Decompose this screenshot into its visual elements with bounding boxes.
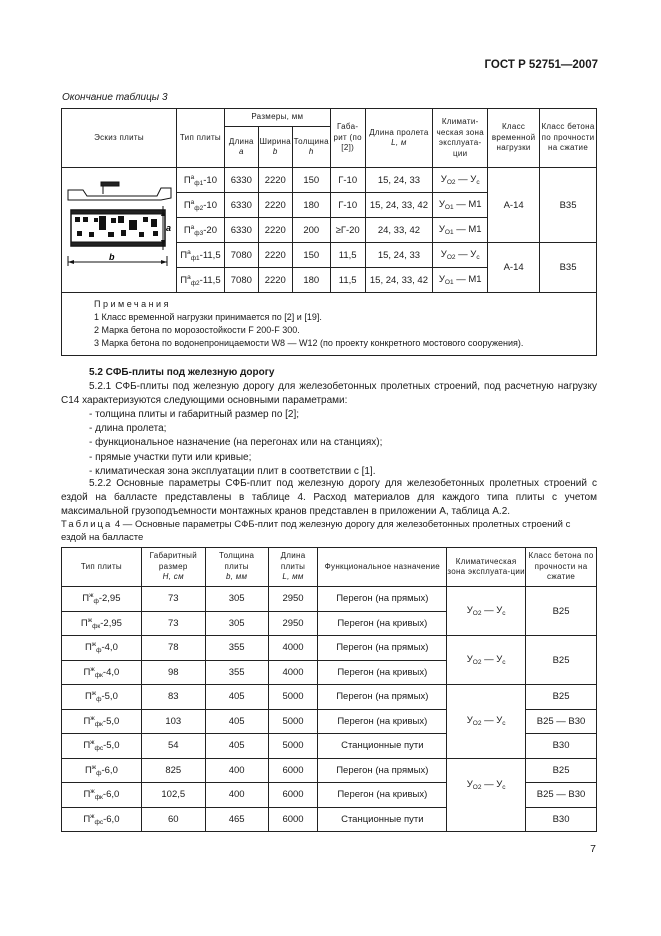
- th-concrete: Класс бетона по прочности на сжатие: [540, 109, 597, 168]
- t3-gabarit: 11,5: [330, 268, 365, 293]
- t3-climate: $У_{О2}$ — $У_с$: [433, 168, 488, 193]
- section-title: 5.2 СФБ-плиты под железную дорогу: [89, 367, 275, 378]
- t4-concrete: В25 — В30: [526, 783, 597, 808]
- table3: [61, 108, 597, 356]
- table3-caption: Окончание таблицы 3: [62, 92, 168, 103]
- t4-func: Станционные пути: [318, 807, 447, 832]
- t4-gab: 103: [141, 709, 205, 734]
- t4-type: $П^ж_{фк}-6,0$: [62, 783, 142, 808]
- t4-type: $П^ж_{фс}-6,0$: [62, 807, 142, 832]
- t3-length: 6330: [224, 168, 258, 193]
- t4-gab: 73: [141, 611, 205, 636]
- t3-length: 6330: [224, 193, 258, 218]
- t4-gab: 98: [141, 660, 205, 685]
- t4-len: 5000: [268, 685, 318, 710]
- t3-load: А-14: [488, 168, 540, 243]
- t3-type-cell: $П^а_{ф2}-10$: [176, 193, 224, 218]
- t4-concrete: В30: [526, 734, 597, 759]
- sketch-label-b: b: [108, 252, 115, 262]
- t3-span: 24, 33, 42: [365, 218, 433, 243]
- t3-length: 6330: [224, 218, 258, 243]
- t3-width: 2220: [258, 243, 292, 268]
- th-func: Функциональное назначение: [318, 548, 447, 587]
- paragraph-5-2-1: 5.2.1 СФБ-плиты под железную дорогу для железобетонных пролетных строений, под расчетную нагрузку С14 характеризуются следующими основными параметрами:: [61, 381, 597, 407]
- t3-concrete: В35: [540, 243, 597, 293]
- t4-len: 4000: [268, 660, 318, 685]
- slab-sketch-drawing: [63, 176, 175, 272]
- t3-thick: 180: [292, 193, 330, 218]
- t4-climate: $У_{О2}$ — $У_с$: [447, 587, 526, 636]
- t4-len: 6000: [268, 807, 318, 832]
- t3-type-cell: $П^а_{ф3}-20$: [176, 218, 224, 243]
- th-width: Ширина b: [258, 127, 292, 168]
- t3-type-cell: $П^а_{ф1}-10$: [176, 168, 224, 193]
- t3-climate: $У_{О1}$ — М1: [433, 218, 488, 243]
- th-dims: Размеры, мм: [224, 109, 330, 127]
- t4-concrete: В25: [526, 587, 597, 636]
- list-item: - климатическая зона эксплуатации плит в соответствии с [1].: [89, 465, 376, 477]
- t3-span: 15, 24, 33: [365, 168, 433, 193]
- th-climate: Климати-ческая зона эксплуата-ции: [433, 109, 488, 168]
- slab-sketch: [62, 168, 177, 293]
- t3-thick: 180: [292, 268, 330, 293]
- th-gab: Габаритный размер H, см: [141, 548, 205, 587]
- t4-concrete: В25: [526, 636, 597, 685]
- th-concrete: Класс бетона по прочности на сжатие: [526, 548, 597, 587]
- t4-type: $П^ж_ф-5,0$: [62, 685, 142, 710]
- th-load: Класс временной нагрузки: [488, 109, 540, 168]
- t3-span: 15, 24, 33: [365, 243, 433, 268]
- t4-concrete: В25: [526, 758, 597, 783]
- t4-len: 2950: [268, 587, 318, 612]
- t3-gabarit: Г-10: [330, 168, 365, 193]
- th-climate: Климатическая зона эксплуата-ции: [447, 548, 526, 587]
- t4-type: $П^ж_ф-2,95$: [62, 587, 142, 612]
- t4-func: Перегон (на кривых): [318, 783, 447, 808]
- t4-func: Станционные пути: [318, 734, 447, 759]
- t4-type: $П^ж_{фк}-5,0$: [62, 709, 142, 734]
- t4-type: $П^ж_ф-4,0$: [62, 636, 142, 661]
- t3-climate: $У_{О2}$ — $У_с$: [433, 243, 488, 268]
- t3-gabarit: 11,5: [330, 243, 365, 268]
- th-sketch: Эскиз плиты: [62, 109, 177, 168]
- t4-thick: 355: [205, 636, 268, 661]
- t3-thick: 200: [292, 218, 330, 243]
- t3-gabarit: Г-10: [330, 193, 365, 218]
- t4-gab: 102,5: [141, 783, 205, 808]
- t4-climate: $У_{О2}$ — $У_с$: [447, 636, 526, 685]
- t4-len: 2950: [268, 611, 318, 636]
- t3-thick: 150: [292, 243, 330, 268]
- t4-concrete: В25 — В30: [526, 709, 597, 734]
- th-gabarit: Габа-рит (по [2]): [330, 109, 365, 168]
- t3-type-cell: $П^а_{ф2}-11,5$: [176, 268, 224, 293]
- paragraph-5-2-2: 5.2.2 Основные параметры СФБ-плит под железную дорогу для железобетонных пролетных строений с ездой на балласте представлены в таблице 4. Расход материалов для каждого типа плиты с учетом максимальной грузоподъемности монтажных кранов представлен в приложении А, таблица А.2.: [61, 478, 597, 518]
- t4-len: 4000: [268, 636, 318, 661]
- list-item: - длина пролета;: [89, 423, 167, 435]
- t4-func: Перегон (на прямых): [318, 636, 447, 661]
- t4-gab: 83: [141, 685, 205, 710]
- th-span: Длина пролета L, м: [365, 109, 433, 168]
- t4-func: Перегон (на кривых): [318, 611, 447, 636]
- th-thick: Толщина плиты b, мм: [205, 548, 268, 587]
- t4-len: 6000: [268, 758, 318, 783]
- t4-thick: 405: [205, 685, 268, 710]
- t4-len: 6000: [268, 783, 318, 808]
- t4-thick: 305: [205, 587, 268, 612]
- t4-thick: 400: [205, 783, 268, 808]
- t4-climate: $У_{О2}$ — $У_с$: [447, 685, 526, 759]
- t3-type-cell: $П^а_{ф1}-11,5$: [176, 243, 224, 268]
- list-item: - прямые участки пути или кривые;: [89, 451, 252, 463]
- table4-caption: Таблица 4 — Основные параметры СФБ-плит под железную дорогу для железобетонных пролетных строений с ездой на балласте: [61, 519, 571, 543]
- note-item: 2 Марка бетона по морозостойкости F 200-F 300.: [94, 325, 300, 335]
- t4-func: Перегон (на кривых): [318, 709, 447, 734]
- t4-func: Перегон (на кривых): [318, 660, 447, 685]
- params-list: [89, 408, 382, 479]
- table3-notes: [62, 293, 597, 356]
- th-type: Тип плиты: [62, 548, 142, 587]
- t4-thick: 405: [205, 734, 268, 759]
- t4-gab: 54: [141, 734, 205, 759]
- sketch-label-a: a: [165, 223, 171, 233]
- th-length: Длина a: [224, 127, 258, 168]
- t4-gab: 73: [141, 587, 205, 612]
- t4-thick: 305: [205, 611, 268, 636]
- t4-thick: 355: [205, 660, 268, 685]
- note-item: 1 Класс временной нагрузки принимается по [2] и [19].: [94, 312, 322, 322]
- t3-load: А-14: [488, 243, 540, 293]
- standard-number: ГОСТ Р 52751—2007: [484, 59, 598, 71]
- t4-gab: 78: [141, 636, 205, 661]
- t4-thick: 465: [205, 807, 268, 832]
- th-len: Длина плиты L, мм: [268, 548, 318, 587]
- t3-length: 7080: [224, 243, 258, 268]
- t3-gabarit: ≥Г-20: [330, 218, 365, 243]
- t3-width: 2220: [258, 218, 292, 243]
- t3-thick: 150: [292, 168, 330, 193]
- t4-type: $П^ж_{фс}-5,0$: [62, 734, 142, 759]
- t3-concrete: В35: [540, 168, 597, 243]
- t3-width: 2220: [258, 168, 292, 193]
- page-number: 7: [590, 843, 596, 855]
- t4-func: Перегон (на прямых): [318, 587, 447, 612]
- t4-concrete: В25: [526, 685, 597, 710]
- list-item: - функциональное назначение (на перегонах или на станциях);: [89, 437, 383, 449]
- t4-gab: 825: [141, 758, 205, 783]
- t4-concrete: В30: [526, 807, 597, 832]
- t3-width: 2220: [258, 193, 292, 218]
- notes-title: Примечания: [94, 299, 171, 309]
- th-thick: Толщина h: [292, 127, 330, 168]
- t4-func: Перегон (на прямых): [318, 685, 447, 710]
- t3-span: 15, 24, 33, 42: [365, 193, 433, 218]
- t4-func: Перегон (на прямых): [318, 758, 447, 783]
- t4-type: $П^ж_{фк}-4,0$: [62, 660, 142, 685]
- t4-len: 5000: [268, 709, 318, 734]
- t4-gab: 60: [141, 807, 205, 832]
- table4: [61, 547, 597, 832]
- note-item: 3 Марка бетона по водонепроницаемости W8 — W12 (по проекту конкретного мостового сооружения).: [94, 338, 524, 348]
- t3-climate: $У_{О1}$ — М1: [433, 193, 488, 218]
- t4-len: 5000: [268, 734, 318, 759]
- t3-climate: $У_{О1}$ — М1: [433, 268, 488, 293]
- t4-type: $П^ж_{фк}-2,95$: [62, 611, 142, 636]
- th-type: Тип плиты: [176, 109, 224, 168]
- t3-span: 15, 24, 33, 42: [365, 268, 433, 293]
- t4-thick: 405: [205, 709, 268, 734]
- t4-climate: $У_{О2}$ — $У_с$: [447, 758, 526, 832]
- t3-length: 7080: [224, 268, 258, 293]
- list-item: - толщина плиты и габаритный размер по [2];: [89, 409, 300, 420]
- t4-thick: 400: [205, 758, 268, 783]
- t4-type: $П^ж_ф-6,0$: [62, 758, 142, 783]
- t3-width: 2220: [258, 268, 292, 293]
